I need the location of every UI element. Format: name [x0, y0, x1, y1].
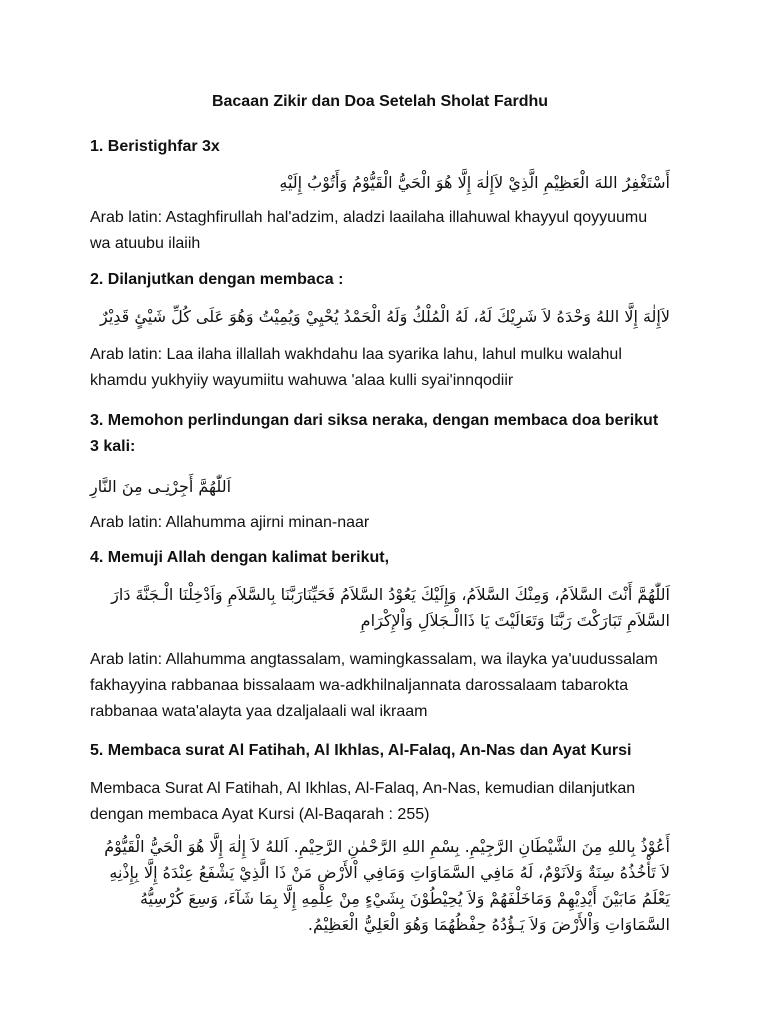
section-5-heading: 5. Membaca surat Al Fatihah, Al Ikhlas, Al-Falaq, An-Nas dan Ayat Kursi — [90, 742, 632, 759]
document-title: Bacaan Zikir dan Doa Setelah Sholat Fardhu — [211, 93, 549, 110]
section-3-latin: Arab latin: Allahumma ajirni minan-naar — [90, 514, 370, 531]
section-1-heading: 1. Beristighfar 3x — [90, 138, 220, 155]
section-2-heading: 2. Dilanjutkan dengan membaca : — [90, 271, 344, 288]
section-5-arabic: أَعُوْذُ بِاللهِ مِنَ الشَّيْطَانِ الرَّجِيْمِ. بِسْمِ اللهِ الرَّحْمٰنِ الرَّحِيْمِ. اَللهُ لاَ إِلٰهَ إِلَّا هُوَ الْحَيُّ الْقَيُّوْمُ لاَ تَأْخُذُهُ سِنَةٌ وَلاَنَوْمٌ، لَهُ مَافِي السَّمَاوَاتِ وَمَافِي اْلأَرْضِ مَنْ ذَا الَّذِيْ يَشْفَعُ عِنْدَهُ إِلَّا بِإِذْنِهِ يَعْلَمُ مَابَيْنَ أَيْدِيْهِمْ وَمَاخَلْفَهُمْ وَلاَ يُحِيْطُوْنَ بِشَيْءٍ مِنْ عِلْمِهِ إِلَّا بِمَا شَآءَ، وَسِعَ كُرْسِيُّهُ السَّمَاوَاتِ وَاْلأَرْضَ وَلاَ يَـؤُدُهُ حِفْظُهُمَا وَهُوَ الْعَلِيُّ الْعَظِيْمُ. — [104, 837, 670, 934]
section-3-heading: 3. Memohon perlindungan dari siksa neraka, dengan membaca doa berikut 3 kali: — [90, 412, 659, 455]
section-4-heading: 4. Memuji Allah dengan kalimat berikut, — [90, 549, 390, 566]
section-4-latin: Arab latin: Allahumma angtassalam, wamingkassalam, wa ilayka ya'uudussalam fakhayyina rabbanaa bissalaam wa-adkhilnaljannata darossalaam tabarokta rabbanaa wata'alayta yaa dzaljalaali wal ikraam — [90, 651, 658, 720]
section-5-text: Membaca Surat Al Fatihah, Al Ikhlas, Al-Falaq, An-Nas, kemudian dilanjutkan dengan membaca Ayat Kursi (Al-Baqarah : 255) — [90, 780, 636, 823]
section-3-arabic: اَللّٰهُمَّ أَجِرْنِـى مِنَ النَّارِ — [90, 477, 232, 496]
section-1-arabic: أَسْتَغْفِرُ اللهَ الْعَظِيْمِ الَّذِيْ لاَإِلٰهَ إِلَّا هُوَ الْحَيُّ الْقَيُّوْمُ وَأَتُوْبُ إِلَيْهِ — [279, 173, 670, 192]
section-2-arabic: لاَإِلٰهَ إِلَّا اللهُ وَحْدَهُ لاَ شَرِيْكَ لَهُ، لَهُ الْمُلْكُ وَلَهُ الْحَمْدُ يُحْيِيْ وَيُمِيْتُ وَهُوَ عَلَى كُلِّ شَيْئٍ قَدِيْرٌ — [100, 307, 670, 326]
section-1-latin: Arab latin: Astaghfirullah hal'adzim, aladzi laailaha illahuwal khayyul qoyyuumu wa atuubu ilaiih — [90, 209, 648, 252]
section-4-arabic: اَللّٰهُمَّ أَنْتَ السَّلاَمُ، وَمِنْكَ السَّلاَمُ، وَإِلَيْكَ يَعُوْدُ السَّلاَمُ فَحَيِّنَارَبَّنَا بِالسَّلاَمِ وَاَدْخِلْنَا الْـجَنَّةَ دَارَ السَّلاَمِ تَبَارَكْتَ رَبَّنَا وَتَعَالَيْتَ يَا ذَاالْـجَلاَلِ وَاْلإِكْرَامِ — [111, 585, 670, 630]
section-2-latin: Arab latin: Laa ilaha illallah wakhdahu laa syarika lahu, lahul mulku walahul khamdu yukhyiiy wayumiitu wahuwa 'alaa kulli syai'innqodiir — [90, 346, 622, 389]
